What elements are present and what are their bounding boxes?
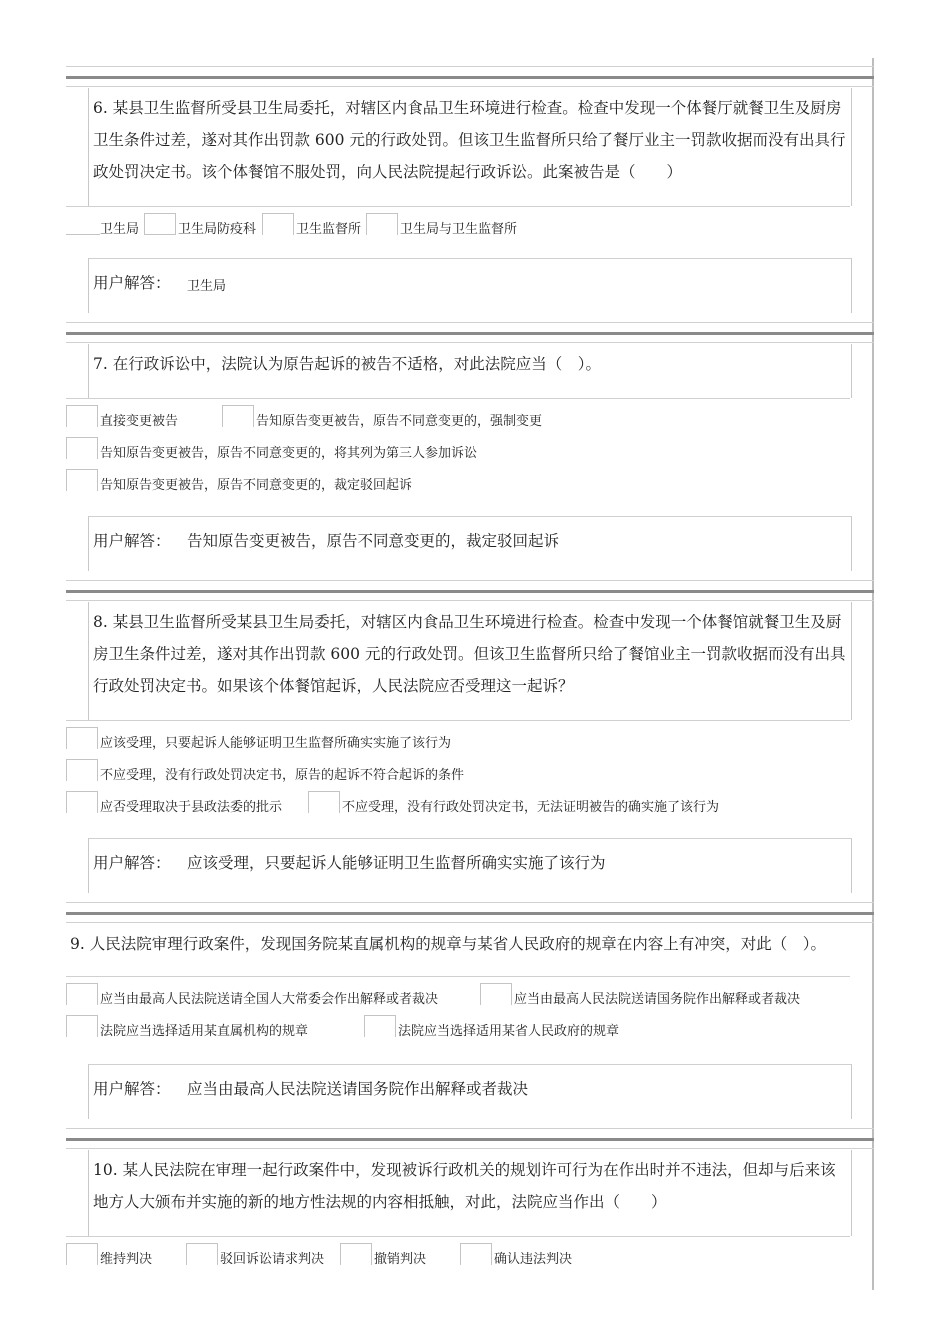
option-label: 驳回诉讼请求判决 — [220, 1252, 325, 1267]
option-radio[interactable] — [66, 405, 178, 437]
option-label: 卫生局防疫科 — [178, 222, 257, 237]
answer-label: 用户解答： — [93, 532, 171, 550]
option-label: 法院应当选择适用某省人民政府的规章 — [398, 1024, 620, 1039]
option-radio[interactable] — [66, 983, 438, 1015]
option-label: 维持判决 — [100, 1252, 153, 1267]
option-radio[interactable] — [262, 213, 361, 245]
radio-box[interactable] — [66, 1015, 98, 1037]
options-q7 — [66, 398, 850, 517]
user-answer-q8 — [88, 838, 852, 893]
radio-box[interactable] — [308, 791, 340, 813]
question-text: 8. 某县卫生监督所受某县卫生局委托，对辖区内食品卫生环境进行检查。检查中发现一个体餐馆就餐卫生及厨房卫生条件过差，遂对其作出罚款 600 元的行政处罚。但该卫生监督所只给了餐馆业主一罚款收据而没有出具行政处罚决定书。如果该个体餐馆起诉，人民法院应否受理这一起诉？ — [93, 613, 846, 695]
radio-box[interactable] — [66, 791, 98, 813]
answer-value: 告知原告变更被告，原告不同意变更的，裁定驳回起诉 — [187, 532, 560, 550]
answer-label: 用户解答： — [93, 1080, 171, 1098]
options-q9 — [66, 976, 850, 1065]
radio-box[interactable] — [364, 1015, 396, 1037]
option-label: 法院应当选择适用某直属机构的规章 — [100, 1024, 309, 1039]
radio-box[interactable] — [340, 1243, 372, 1265]
page-right-border — [872, 58, 874, 1290]
option-label: 确认违法判决 — [494, 1252, 573, 1267]
option-radio[interactable] — [460, 1243, 572, 1275]
option-label: 不应受理，没有行政处罚决定书，原告的起诉不符合起诉的条件 — [100, 768, 465, 783]
section-divider — [66, 1128, 874, 1150]
radio-box[interactable] — [262, 213, 294, 235]
radio-box[interactable] — [460, 1243, 492, 1265]
option-label: 撤销判决 — [374, 1252, 427, 1267]
option-radio[interactable] — [100, 213, 139, 245]
question-text: 6. 某县卫生监督所受县卫生局委托，对辖区内食品卫生环境进行检查。检查中发现一个体餐厅就餐卫生及厨房卫生条件过差，遂对其作出罚款 600 元的行政处罚。但该卫生监督所只给了餐厅业主一罚款收据而没有出具行政处罚决定书。该个体餐馆不服处罚，向人民法院提起行政诉讼。此案被告是（ ） — [93, 99, 846, 181]
option-radio[interactable] — [66, 791, 282, 823]
section-divider — [66, 66, 874, 88]
question-9 — [70, 924, 850, 976]
radio-box[interactable] — [480, 983, 512, 1005]
radio-box[interactable] — [66, 1243, 98, 1265]
radio-box[interactable] — [186, 1243, 218, 1265]
question-7 — [88, 344, 852, 398]
option-label: 不应受理，没有行政处罚决定书，无法证明被告的确实施了该行为 — [342, 800, 720, 815]
answer-value: 卫生局 — [187, 279, 227, 294]
user-answer-q6 — [88, 258, 852, 313]
radio-box[interactable] — [66, 469, 98, 491]
option-label: 卫生监督所 — [296, 222, 362, 237]
option-radio[interactable] — [66, 727, 451, 759]
option-label: 直接变更被告 — [100, 414, 179, 429]
option-radio[interactable] — [222, 405, 542, 437]
option-radio[interactable] — [366, 213, 517, 245]
options-q8 — [66, 720, 850, 839]
radio-box[interactable] — [66, 405, 98, 427]
option-label: 卫生局 — [100, 222, 140, 237]
radio-box[interactable] — [66, 759, 98, 781]
options-q10 — [66, 1236, 850, 1291]
question-8 — [88, 602, 852, 720]
question-text: 7. 在行政诉讼中，法院认为原告起诉的被告不适格，对此法院应当（ ）。 — [93, 355, 601, 373]
option-radio[interactable] — [480, 983, 800, 1015]
section-divider — [66, 580, 874, 602]
section-divider — [66, 322, 874, 344]
question-10 — [88, 1150, 852, 1236]
user-answer-q7 — [88, 516, 852, 571]
answer-value: 应当由最高人民法院送请国务院作出解释或者裁决 — [187, 1080, 529, 1098]
options-q6 — [66, 206, 850, 259]
option-radio[interactable] — [308, 791, 719, 823]
option-label: 告知原告变更被告，原告不同意变更的，强制变更 — [256, 414, 543, 429]
radio-box[interactable] — [144, 213, 176, 235]
question-text: 9. 人民法院审理行政案件，发现国务院某直属机构的规章与某省人民政府的规章在内容上有冲突，对此（ ）。 — [70, 935, 826, 953]
option-radio[interactable] — [364, 1015, 619, 1047]
option-radio[interactable] — [66, 1243, 152, 1275]
answer-value: 应该受理，只要起诉人能够证明卫生监督所确实实施了该行为 — [187, 854, 606, 872]
radio-box[interactable] — [66, 727, 98, 749]
option-label: 应当由最高人民法院送请国务院作出解释或者裁决 — [514, 992, 801, 1007]
radio-box[interactable] — [66, 983, 98, 1005]
option-label: 应该受理，只要起诉人能够证明卫生监督所确实实施了该行为 — [100, 736, 452, 751]
option-radio[interactable] — [340, 1243, 426, 1275]
radio-box[interactable] — [366, 213, 398, 235]
option-label: 告知原告变更被告，原告不同意变更的，将其列为第三人参加诉讼 — [100, 446, 478, 461]
option-radio[interactable] — [66, 437, 477, 469]
option-radio[interactable] — [66, 759, 464, 791]
option-label: 卫生局与卫生监督所 — [400, 222, 518, 237]
user-answer-q9 — [88, 1064, 852, 1119]
question-6 — [88, 88, 852, 206]
answer-label: 用户解答： — [93, 854, 171, 872]
section-divider — [66, 902, 874, 924]
option-radio[interactable] — [144, 213, 256, 245]
option-label: 告知原告变更被告，原告不同意变更的，裁定驳回起诉 — [100, 478, 413, 493]
option-label: 应当由最高人民法院送请全国人大常委会作出解释或者裁决 — [100, 992, 439, 1007]
question-text: 10. 某人民法院在审理一起行政案件中，发现被诉行政机关的规划许可行为在作出时并不违法，但却与后来该地方人大颁布并实施的新的地方性法规的内容相抵触，对此，法院应当作出（ ） — [93, 1161, 836, 1211]
option-radio[interactable] — [66, 1015, 308, 1047]
option-label: 应否受理取决于县政法委的批示 — [100, 800, 283, 815]
option-radio[interactable] — [66, 469, 412, 501]
radio-box[interactable] — [222, 405, 254, 427]
option-radio[interactable] — [186, 1243, 324, 1275]
answer-label: 用户解答： — [93, 274, 171, 292]
radio-box[interactable] — [66, 437, 98, 459]
